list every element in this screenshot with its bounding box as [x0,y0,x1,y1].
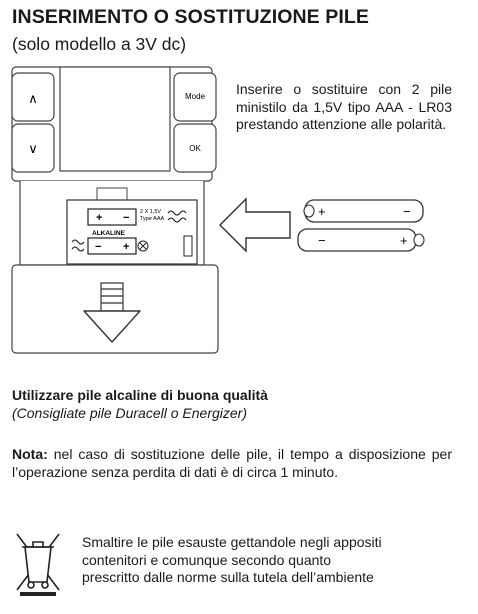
svg-text:+: + [318,204,326,219]
device-display [60,67,170,171]
page-title: INSERIMENTO O SOSTITUZIONE PILE [12,6,370,28]
slot2-minus: − [95,241,102,253]
disposal-line-3: prescritto dalle norme sulla tutela dell’ambiente [82,569,374,585]
battery-spec-2: Type AAA [140,216,165,222]
note-label: Nota: [12,446,48,462]
insert-arrow-icon [220,199,290,251]
svg-text:−: − [318,233,326,248]
battery-spec-1: 2 X 1,5V [140,209,162,215]
brand-suggestion: (Consigliate pile Duracell o Energizer) [12,404,247,421]
compartment-tab [97,188,127,200]
slot1-plus: + [96,212,103,224]
alkaline-label: ALKALINE [92,230,125,237]
svg-text:+: + [400,233,408,248]
button-mode-label: Mode [184,92,206,101]
insert-instructions: Inserire o sostituire con 2 pile ministilo da 1,5V tipo AAA - LR03 prestando attenzione alle polarità. [236,81,452,133]
battery-top-icon [304,200,423,222]
disposal-text [82,534,454,587]
note-paragraph [12,446,452,481]
disposal-line-1: Smaltire le pile esauste gettandole negli appositi [82,534,382,550]
disposal-line-2: contenitori e comunque secondo quanto [82,551,332,568]
slot2-plus: + [123,241,130,253]
crossed-bin-icon [17,534,59,594]
button-ok-label: OK [189,144,201,153]
contact-clip [184,236,192,256]
note-text: nel caso di sostituzione delle pile, il tempo a disposizione per l’operazione senza perdita di dati è di circa 1 minuto. [12,446,452,480]
quality-recommendation: Utilizzare pile alcaline di buona qualità [12,387,268,403]
quality-block [12,387,268,422]
slot1-minus: − [123,212,130,224]
battery-bottom-icon [298,229,424,251]
button-down-label: ∨ [28,141,38,156]
button-up-label: ∧ [28,91,38,106]
page-subtitle: (solo modello a 3V dc) [12,34,187,54]
svg-text:−: − [403,204,411,219]
